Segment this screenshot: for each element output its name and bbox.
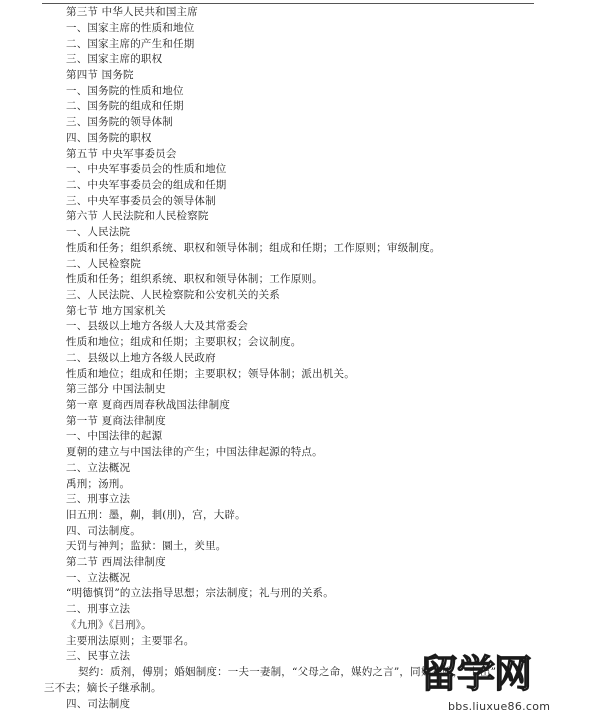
section-heading: 第三节 中华人民共和国主席 xyxy=(66,6,198,18)
section-heading: 第六节 人民法院和人民检察院 xyxy=(66,210,209,222)
body-text: 主要刑法原则；主要罪名。 xyxy=(66,635,195,647)
body-text: 性质和任务；组织系统、职权和领导体制；工作原则。 xyxy=(66,273,323,285)
body-text: 性质和任务；组织系统、职权和领导体制；组成和任期；工作原则；审级制度。 xyxy=(66,242,441,254)
chapter-heading: 第一章 夏商西周春秋战国法律制度 xyxy=(66,399,231,411)
part-heading: 第三部分 中国法制史 xyxy=(66,383,166,395)
body-text: “明德慎罚”的立法指导思想；宗法制度；礼与刑的关系。 xyxy=(66,587,334,599)
body-text: 性质和地位；组成和任期；主要职权；会议制度。 xyxy=(66,336,302,348)
list-item: 三、中央军事委员会的领导体制 xyxy=(66,195,216,207)
list-item: 一、国务院的性质和地位 xyxy=(66,85,184,97)
list-item: 一、国家主席的性质和地位 xyxy=(66,22,195,34)
list-item: 三、国家主席的职权 xyxy=(66,53,163,65)
body-text: 《九刑》《吕刑》。 xyxy=(66,619,152,631)
list-item: 一、人民法院 xyxy=(66,226,131,238)
page-top-rule xyxy=(42,3,534,4)
list-item: 二、国务院的组成和任期 xyxy=(66,100,184,112)
body-text: 三不去；嫡长子继承制。 xyxy=(44,682,162,694)
body-text: 天罚与神判；监狱：圜土，羑里。 xyxy=(66,540,227,552)
watermark-url: bbs.liuxue86.com xyxy=(448,700,551,713)
body-text: 契约：质剂，傅别；婚姻制度：一夫一妻制，“父母之命，媒妁之言”，同姓不婚，“七出”， xyxy=(78,666,507,678)
body-text: 禹刑；汤刑。 xyxy=(66,478,131,490)
list-item: 三、人民法院、人民检察院和公安机关的关系 xyxy=(66,289,280,301)
list-item: 一、县级以上地方各级人大及其常委会 xyxy=(66,320,248,332)
body-text: 性质和地位；组成和任期；主要职权；领导体制；派出机关。 xyxy=(66,368,355,380)
list-item: 一、中央军事委员会的性质和地位 xyxy=(66,163,227,175)
list-item: 三、国务院的领导体制 xyxy=(66,116,173,128)
section-heading: 第四节 国务院 xyxy=(66,69,134,81)
list-item: 二、国家主席的产生和任期 xyxy=(66,38,195,50)
section-heading: 第七节 地方国家机关 xyxy=(66,305,166,317)
watermark-logo: 留学网 xyxy=(420,652,532,696)
list-item: 四、司法制度。 xyxy=(66,525,141,537)
body-text: 夏朝的建立与中国法律的产生；中国法律起源的特点。 xyxy=(66,446,323,458)
list-item: 二、县级以上地方各级人民政府 xyxy=(66,352,216,364)
list-item: 二、立法概况 xyxy=(66,462,131,474)
list-item: 四、国务院的职权 xyxy=(66,132,152,144)
section-heading: 第五节 中央军事委员会 xyxy=(66,148,177,160)
list-item: 二、刑事立法 xyxy=(66,603,131,615)
list-item: 二、中央军事委员会的组成和任期 xyxy=(66,179,227,191)
list-item: 四、司法制度 xyxy=(66,698,131,710)
list-item: 三、刑事立法 xyxy=(66,493,131,505)
list-item: 二、人民检察院 xyxy=(66,258,141,270)
section-heading: 第二节 西周法律制度 xyxy=(66,556,166,568)
list-item: 一、中国法律的起源 xyxy=(66,430,163,442)
list-item: 一、立法概况 xyxy=(66,572,131,584)
list-item: 三、民事立法 xyxy=(66,650,131,662)
section-heading: 第一节 夏商法律制度 xyxy=(66,415,166,427)
site-watermark xyxy=(420,652,585,726)
body-text: 旧五刑：墨，劓，剕(刖)，宫，大辟。 xyxy=(66,509,246,521)
